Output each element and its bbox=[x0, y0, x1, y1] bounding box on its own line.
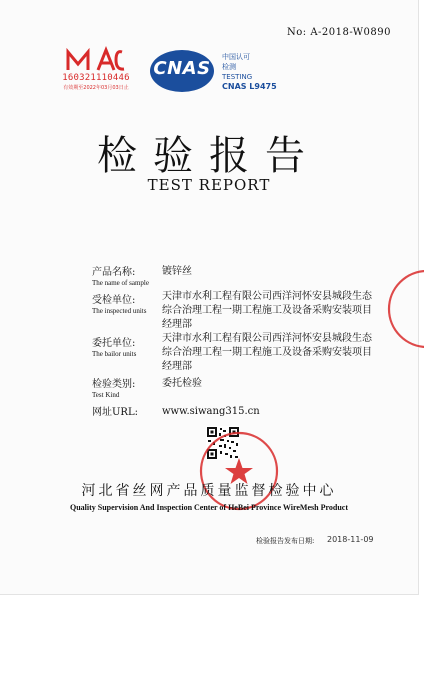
issue-date-label: 检验报告发布日期: bbox=[256, 537, 315, 545]
cnas-logo-text: CNAS bbox=[153, 58, 211, 79]
sample-value: 镀锌丝 bbox=[162, 266, 192, 277]
inspected-label: 受检单位: The inspected units bbox=[92, 295, 147, 315]
url-label: 网址URL: bbox=[92, 407, 138, 418]
cma-code: 160321110446 bbox=[62, 73, 130, 83]
report-number: No: A-2018-W0890 bbox=[287, 27, 391, 38]
issue-date: 2018-11-09 bbox=[327, 535, 374, 544]
report-title-en: TEST REPORT bbox=[147, 176, 271, 194]
test-kind-value: 委托检验 bbox=[162, 378, 202, 389]
cnas-side-text: 中国认可 检测 TESTING CNAS L9475 bbox=[222, 53, 277, 91]
official-seal-icon bbox=[196, 428, 282, 514]
center-name-cn: 河北省丝网产品质量监督检验中心 bbox=[81, 483, 337, 499]
bailor-value: 天津市水利工程有限公司西洋河怀安县城段生态综合治理工程一期工程施工及设备采购安装项目经理部 bbox=[162, 333, 372, 372]
report-title-cn: 检验报告 bbox=[97, 133, 321, 179]
inspected-value: 天津市水利工程有限公司西洋河怀安县城段生态综合治理工程一期工程施工及设备采购安装项目经理部 bbox=[162, 291, 372, 330]
bailor-label: 委托单位: The bailor units bbox=[92, 338, 137, 358]
edge-seal-icon bbox=[384, 266, 424, 352]
url-value[interactable]: www.siwang315.cn bbox=[162, 406, 260, 417]
test-kind-label: 检验类别: Test Kind bbox=[92, 379, 136, 399]
sample-label: 产品名称: The name of sample bbox=[92, 267, 149, 287]
cma-validity: 有效期至2022年03月03日止 bbox=[63, 85, 129, 91]
center-name-en: Quality Supervision And Inspection Center of HeBei Province WireMesh Product bbox=[69, 503, 348, 512]
